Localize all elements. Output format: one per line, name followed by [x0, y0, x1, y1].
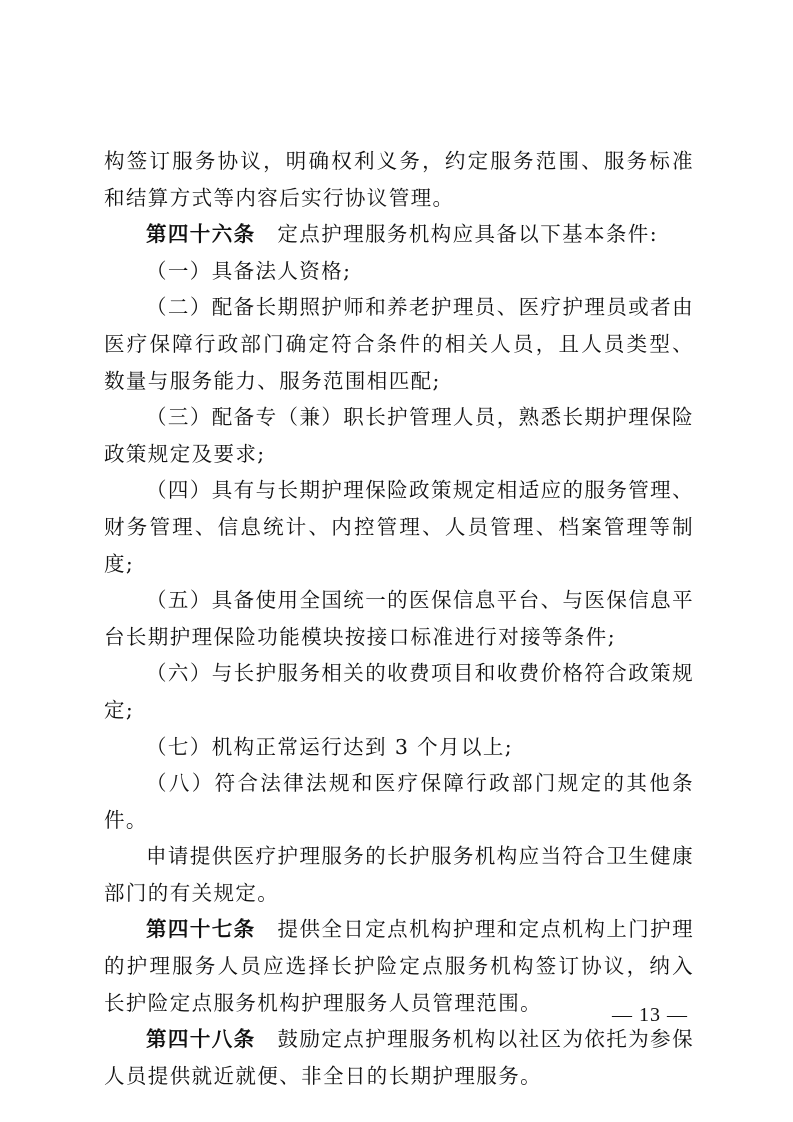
paragraph-text: 申请提供医疗护理服务的长护服务机构应当符合卫生健康部门的有关规定。 — [104, 844, 694, 905]
condition-item-7 — [104, 729, 694, 766]
condition-item-5 — [104, 582, 694, 655]
article-number: 第四十八条 — [146, 1027, 256, 1052]
paragraph-text: 构签订服务协议，明确权利义务，约定服务范围、服务标准和结算方式等内容后实行协议管理。 — [104, 149, 694, 210]
paragraph-text: （三）配备专（兼）职长护管理人员，熟悉长期护理保险政策规定及要求; — [104, 405, 694, 466]
condition-item-6 — [104, 655, 694, 728]
article-number: 第四十七条 — [146, 917, 256, 942]
paragraph-continuation — [104, 143, 694, 216]
paragraph-text: 提供全日定点机构护理和定点机构上门护理的护理服务人员应选择长护险定点服务机构签订协议，纳入长护险定点服务机构护理服务人员管理范围。 — [104, 917, 695, 1015]
condition-item-4 — [104, 472, 694, 582]
article-47 — [104, 911, 694, 1021]
article-number: 第四十六条 — [146, 222, 256, 247]
paragraph-text: 定点护理服务机构应具备以下基本条件: — [255, 222, 659, 247]
paragraph-text: （一）具备法人资格; — [146, 258, 352, 283]
condition-item-3 — [104, 399, 694, 472]
body-text — [104, 143, 694, 1094]
paragraph-text: 鼓励定点护理服务机构以社区为依托为参保人员提供就近就便、非全日的长期护理服务。 — [104, 1027, 695, 1088]
condition-item-2 — [104, 289, 694, 399]
paragraph-text: （八）符合法律法规和医疗保障行政部门规定的其他条件。 — [104, 771, 694, 832]
paragraph-text: （四）具有与长期护理保险政策规定相适应的服务管理、财务管理、信息统计、内控管理、人员管理、档案管理等制度; — [104, 478, 694, 576]
paragraph-text: （七）机构正常运行达到 3 个月以上; — [146, 734, 514, 759]
condition-item-1 — [104, 253, 694, 290]
condition-item-8 — [104, 765, 694, 838]
medical-care-requirement — [104, 838, 694, 911]
paragraph-text: （六）与长护服务相关的收费项目和收费价格符合政策规定; — [104, 661, 694, 722]
article-48 — [104, 1021, 694, 1094]
paragraph-text: （二）配备长期照护师和养老护理员、医疗护理员或者由医疗保障行政部门确定符合条件的相关人员，且人员类型、数量与服务能力、服务范围相匹配; — [104, 295, 694, 393]
paragraph-text: （五）具备使用全国统一的医保信息平台、与医保信息平台长期护理保险功能模块按接口标准进行对接等条件; — [104, 588, 694, 649]
article-46 — [104, 216, 694, 253]
page-number: — 13 — — [612, 1004, 688, 1026]
